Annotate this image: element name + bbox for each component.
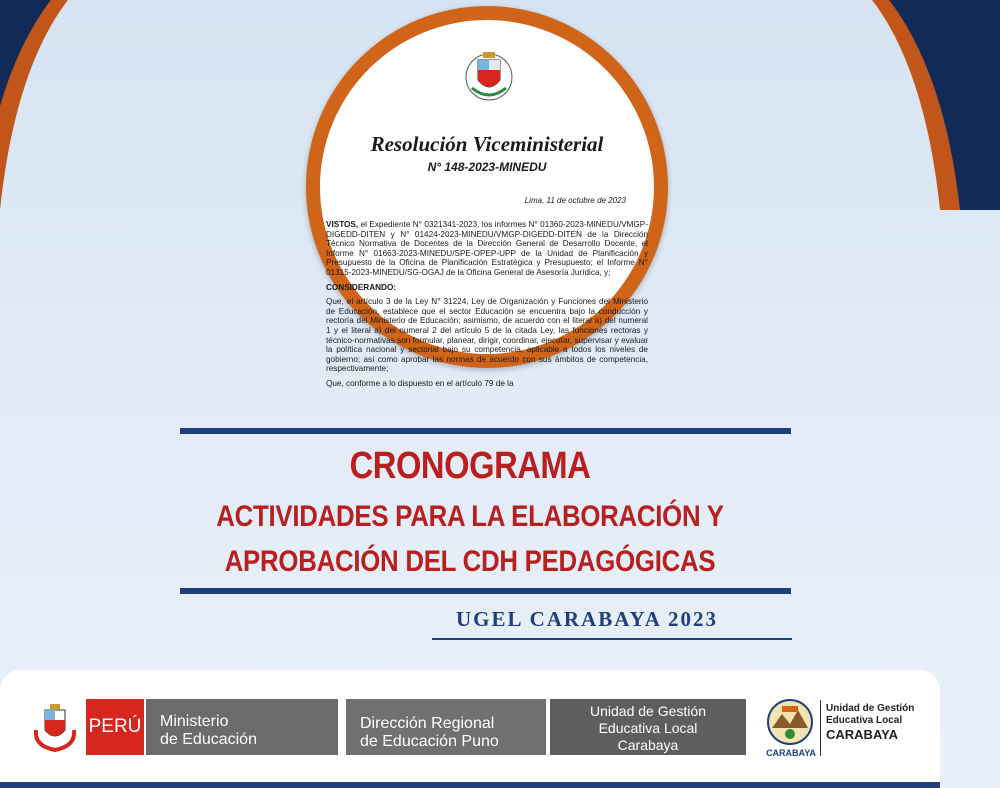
vistos-label: VISTOS, (326, 220, 359, 229)
vistos-text: el Expediente N° 0321341-2023, los informes N° 01360-2023-MINEDU/VMGP-DIGEDD-DITEN y N° 01424-2023-MINEDU/VMGP-DIGEDD-DITEN de la Dirección Técnico Normativa de Docentes de la Dirección General de Desarrollo Docente, el Informe N° 01663-2023-MINEDU/SPE-OPEP-UPP de la Unidad de Planificación y Presupuesto de la Oficina de Planificación Estratégica y Presupuesto; el Informe N° 01315-2023-MINEDU/SG-OGAJ de la Oficina General de Asesoría Jurídica, y; (326, 220, 648, 277)
document-title: Resolución Viceministerial (370, 132, 604, 156)
minedu-logo-text (146, 699, 338, 755)
peru-label: PERÚ (86, 699, 144, 755)
ugel-label: UGEL CARABAYA 2023 (456, 607, 719, 631)
emblem-divider (820, 700, 821, 756)
peru-coat-of-arms-icon (32, 702, 78, 752)
page-title: CRONOGRAMA (349, 445, 591, 487)
coat-of-arms-icon (464, 46, 514, 108)
emblem-text (826, 703, 914, 743)
emblem-text-line-3: CARABAYA (826, 727, 899, 742)
document-date: Lima, 11 de octubre de 2023 (524, 196, 626, 205)
emblem-word: CARABAYA (766, 748, 816, 758)
subtitle-line-1: ACTIVIDADES PARA LA ELABORACIÓN Y (216, 500, 724, 533)
footer-bar (0, 782, 940, 788)
document-number: N° 148-2023-MINEDU (427, 160, 547, 174)
heading-bottom-rule (180, 588, 791, 594)
heading-top-rule (180, 428, 791, 434)
ugel-line-2: Educativa Local (598, 720, 698, 736)
ugel-line-3: Carabaya (617, 737, 679, 753)
ugel-line-1: Unidad de Gestión (590, 703, 706, 719)
corner-decoration-right (830, 0, 1000, 210)
document-preview (320, 20, 654, 388)
ugel-underline (432, 638, 792, 640)
document-last-line: Que, conforme a lo dispuesto en el artículo 79 de la (326, 378, 514, 388)
document-seal (306, 6, 668, 388)
dre-line-1: Dirección Regional (360, 715, 495, 732)
minedu-line-2: de Educación (160, 731, 257, 748)
corner-decoration-left (0, 0, 110, 210)
considerando-text: Que, el artículo 3 de la Ley N° 31224, Ley de Organización y Funciones del Ministerio de Educación, establece que el sector Educación se encuentra bajo la conducción y rectoría del Ministerio de Educación; asimismo, de acuerdo con el literal a) del numeral 1 y el literal a) del numeral 2 del artículo 5 de la citada Ley, las funciones rectoras y técnico-normativas son formular, planear, dirigir, coordinar, ejecutar, supervisar y evaluar la política nacional y sectorial bajo su competencia, aplicable a todos los niveles de gobierno; así como aprobar las normas de acuerdo con sus ámbitos de competencia, respectivamente; (326, 297, 648, 374)
dre-line-2: de Educación Puno (360, 733, 499, 750)
document-body (326, 220, 648, 394)
subtitle-line-2: APROBACIÓN DEL CDH PEDAGÓGICAS (224, 545, 716, 578)
ugel-logo-text (550, 699, 746, 755)
minedu-line-1: Ministerio (160, 713, 229, 730)
emblem-text-line-2: Educativa Local (826, 715, 903, 726)
considerando-label: CONSIDERANDO: (326, 282, 397, 292)
dre-logo-text (346, 699, 546, 755)
emblem-text-line-1: Unidad de Gestión (826, 703, 915, 714)
